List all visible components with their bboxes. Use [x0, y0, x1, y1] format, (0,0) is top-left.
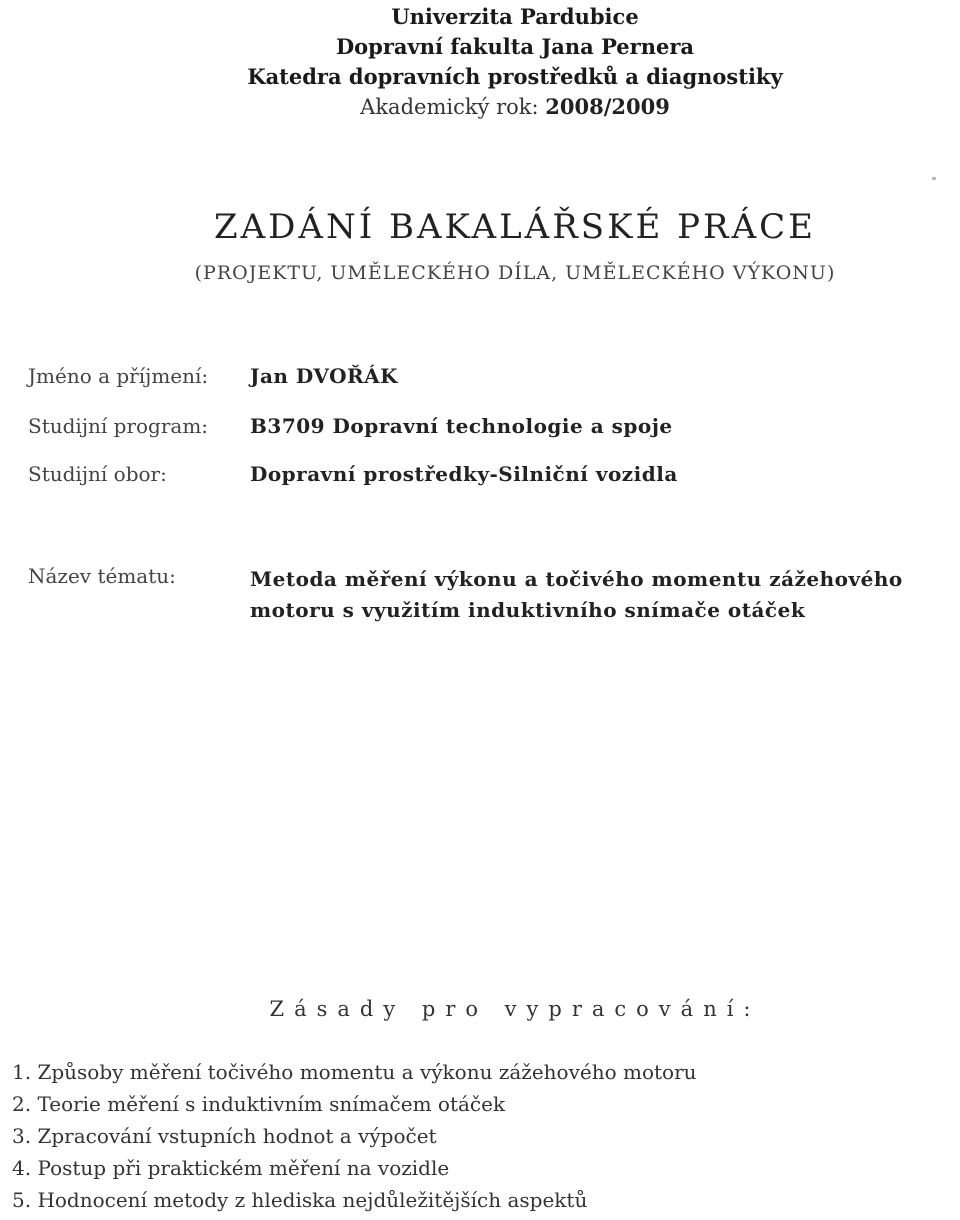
list-item: 3. Zpracování vstupních hodnot a výpočet	[12, 1124, 437, 1148]
topic-line-2: motoru s využitím induktivního snímače otáček	[250, 598, 806, 622]
field-value: Dopravní prostředky-Silniční vozidla	[250, 462, 678, 486]
academic-year-label: Akademický rok:	[360, 95, 539, 119]
program-value: B3709 Dopravní technologie a spoje	[250, 414, 673, 438]
academic-year-value: 2008/2009	[545, 94, 670, 119]
document-header	[0, 2, 960, 122]
list-item: 4. Postup při praktickém měření na vozidle	[12, 1156, 450, 1180]
program-label: Studijní program:	[28, 414, 209, 438]
list-item: 2. Teorie měření s induktivním snímačem otáček	[12, 1092, 506, 1116]
department-name: Katedra dopravních prostředků a diagnostiky	[247, 64, 783, 89]
document-subtitle: (PROJEKTU, UMĚLECKÉHO DÍLA, UMĚLECKÉHO VÝKONU)	[194, 262, 836, 284]
list-item: 5. Hodnocení metody z hlediska nejdůležitějších aspektů	[12, 1188, 588, 1212]
field-label: Studijní obor:	[28, 462, 167, 486]
name-value: Jan DVOŘÁK	[250, 364, 399, 388]
principles-heading: Zásady pro vypracování:	[269, 997, 761, 1021]
topic-line-1: Metoda měření výkonu a točivého momentu zážehového	[250, 567, 903, 591]
name-label: Jméno a příjmení:	[28, 364, 209, 388]
academic-year	[0, 92, 960, 122]
topic-value	[250, 564, 903, 626]
list-item: 1. Způsoby měření točivého momentu a výkonu zážehového motoru	[12, 1060, 697, 1084]
faculty-name: Dopravní fakulta Jana Pernera	[335, 34, 695, 59]
university-name: Univerzita Pardubice	[391, 4, 639, 29]
topic-label: Název tématu:	[28, 564, 176, 588]
principles-list	[12, 1056, 697, 1216]
document-title: ZADÁNÍ BAKALÁŘSKÉ PRÁCE	[213, 207, 816, 247]
scan-speck	[932, 177, 936, 180]
